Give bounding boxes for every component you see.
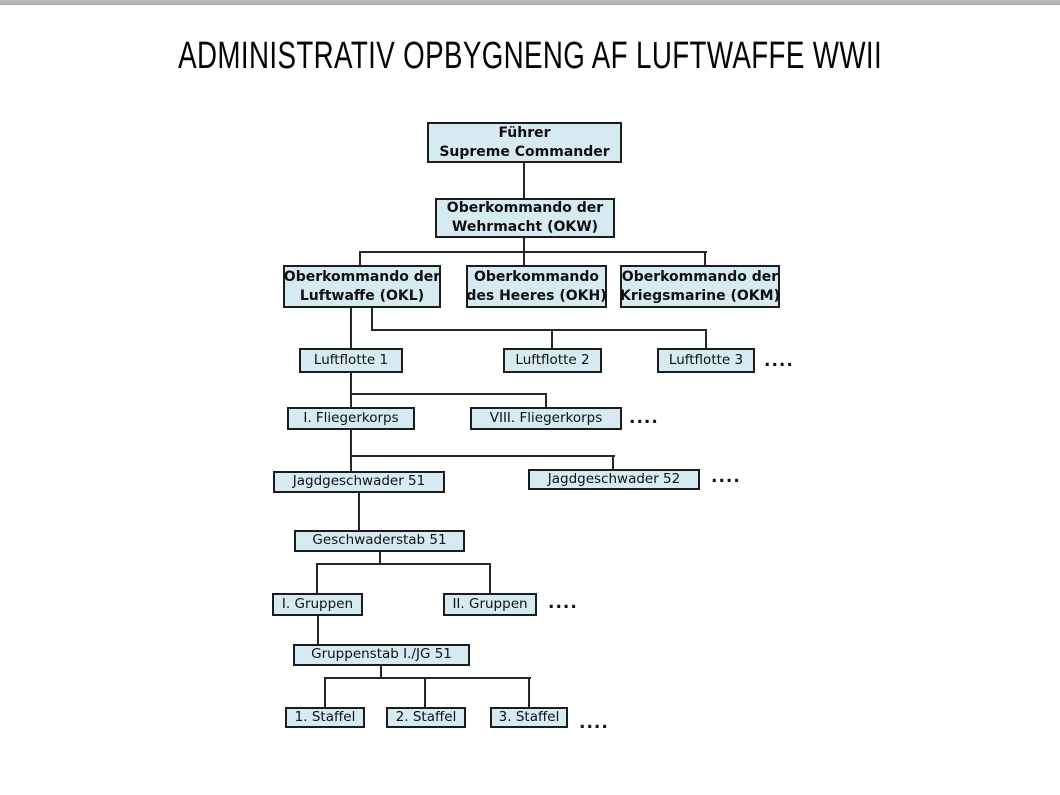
connector-line: [350, 430, 352, 472]
connector-line: [705, 329, 707, 349]
connector-line: [316, 563, 491, 565]
connector-line: [350, 455, 615, 457]
node-okl-line2: Luftwaffe (OKL): [299, 287, 425, 304]
node-gruppenstab-label: Gruppenstab I./JG 51: [311, 646, 452, 663]
connector-line: [612, 455, 614, 470]
node-staffel-1: [285, 707, 365, 728]
node-jagdgeschwader-52: [528, 469, 700, 490]
connector-line: [358, 493, 360, 531]
node-okw: [435, 198, 615, 238]
node-okl: [283, 265, 441, 308]
connector-line: [324, 677, 326, 708]
connector-line: [359, 251, 361, 266]
connector-line: [350, 373, 352, 408]
node-jagdgeschwader-51: [273, 471, 445, 493]
node-okw-line2: Wehrmacht (OKW): [451, 219, 599, 235]
node-geschwaderstab-51-label: Geschwaderstab 51: [312, 532, 447, 549]
node-okh: [466, 265, 607, 308]
connector-line: [350, 393, 547, 395]
node-okm-line2: Kriegsmarine (OKM): [620, 287, 780, 304]
connector-line: [317, 616, 319, 645]
connector-line: [489, 563, 491, 594]
ellipsis-staffeln: ....: [579, 713, 609, 733]
node-fliegerkorps-1-label: I. Fliegerkorps: [303, 409, 399, 426]
node-fliegerkorps-1: [287, 407, 415, 430]
node-staffel-3: [490, 707, 568, 728]
node-gruppen-1-label: I. Gruppen: [281, 595, 354, 612]
node-fliegerkorps-8: [470, 407, 622, 430]
node-luftflotte-3-label: Luftflotte 3: [668, 351, 744, 368]
connector-line: [528, 677, 530, 708]
node-fuehrer: [427, 122, 622, 163]
node-staffel-3-label: 3. Staffel: [498, 708, 560, 725]
node-luftflotte-3: [657, 348, 755, 373]
node-staffel-1-label: 1. Staffel: [294, 708, 356, 725]
connector-line: [551, 329, 553, 349]
node-okh-line1: Oberkommando: [473, 268, 600, 285]
node-okm: [620, 265, 780, 308]
node-geschwaderstab-51: [294, 530, 465, 552]
node-fuehrer-line2: Supreme Commander: [439, 143, 610, 160]
node-gruppenstab: [293, 644, 470, 666]
node-luftflotte-1-label: Luftflotte 1: [313, 351, 389, 368]
node-okm-line1: Oberkommando der: [621, 268, 779, 285]
node-gruppen-1: [272, 593, 363, 616]
node-gruppen-2-label: II. Gruppen: [452, 595, 528, 612]
page-title: [0, 34, 1060, 80]
node-luftflotte-1: [299, 348, 403, 373]
ellipsis-jagdgeschwader: ....: [711, 467, 741, 487]
connector-line: [324, 677, 531, 679]
node-gruppen-2: [443, 593, 537, 616]
connector-line: [424, 677, 426, 708]
connector-line: [371, 329, 707, 331]
node-okw-line1: Oberkommando der: [446, 200, 604, 217]
connector-line: [316, 563, 318, 594]
window-top-edge: [0, 0, 1060, 5]
node-jagdgeschwader-52-label: Jagdgeschwader 52: [547, 470, 681, 487]
connector-line: [523, 163, 525, 199]
node-okl-line1: Oberkommando der: [283, 268, 441, 285]
ellipsis-luftflotten: ....: [764, 351, 794, 371]
page-title-text: ADMINISTRATIV OPBYGNENG AF LUFTWAFFE WWII: [178, 35, 882, 77]
ellipsis-gruppen: ....: [548, 593, 578, 613]
node-staffel-2: [386, 707, 466, 728]
connector-line: [350, 308, 352, 349]
connector-line: [545, 393, 547, 408]
node-okh-line2: des Heeres (OKH): [466, 287, 607, 304]
connector-line: [359, 251, 707, 253]
node-luftflotte-2: [503, 348, 602, 373]
node-staffel-2-label: 2. Staffel: [395, 708, 457, 725]
node-fuehrer-line1: Führer: [498, 124, 551, 141]
ellipsis-fliegerkorps: ....: [629, 408, 659, 428]
connector-line: [371, 308, 373, 331]
node-jagdgeschwader-51-label: Jagdgeschwader 51: [292, 473, 426, 490]
node-luftflotte-2-label: Luftflotte 2: [515, 351, 590, 368]
node-fliegerkorps-8-label: VIII. Fliegerkorps: [489, 409, 603, 426]
connector-line: [704, 251, 706, 266]
